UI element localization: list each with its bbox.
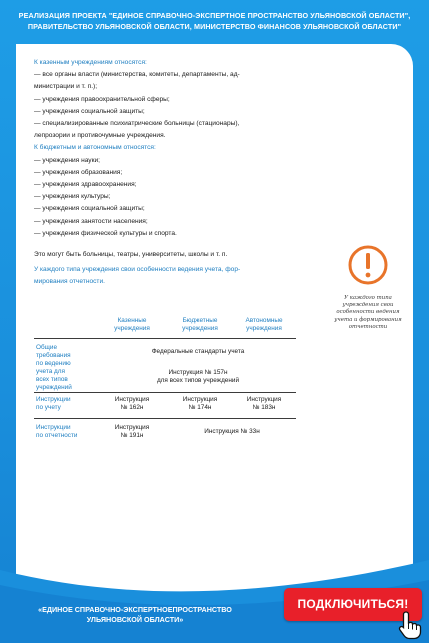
list-item: — учреждения культуры;: [34, 193, 111, 201]
header-line-1: РЕАЛИЗАЦИЯ ПРОЕКТА "ЕДИНОЕ СПРАВОЧНО-ЭКСПЕРТНОЕ ПРОСТРАНСТВО УЛЬЯНОВСКОЙ ОБЛАСТИ",: [18, 11, 411, 20]
instruction-157-cell: Инструкция № 157н для всех типов учреждений: [156, 369, 240, 384]
list-item: — учреждения физической культуры и спорта.: [34, 229, 177, 237]
specifics-line-2: мирования отчетности.: [34, 278, 105, 286]
side-note: У каждого типа учреждения свои особенности ведения учета и формирования отчетности: [334, 295, 402, 330]
budget-heading: К бюджетным и автономным относятся:: [34, 144, 156, 152]
header-kazennye: Казенные учреждения: [114, 317, 150, 332]
header-avtonomnye: Автономные учреждения: [245, 317, 283, 332]
fed-standards-cell: Федеральные стандарты учета: [151, 348, 245, 355]
list-item: — учреждения социальной защиты;: [34, 107, 145, 115]
exclamation-circle-icon: [347, 244, 389, 286]
pointing-hand-icon: [397, 610, 423, 640]
table-divider: [34, 392, 296, 393]
examples-text: Это могут быть больницы, театры, университеты, школы и т. п.: [34, 251, 228, 259]
list-item: — учреждения здравоохранения;: [34, 181, 137, 189]
instruction-191-cell: Инструкция № 191н: [114, 424, 150, 439]
header-line-2: ПРАВИТЕЛЬСТВО УЛЬЯНОВСКОЙ ОБЛАСТИ, МИНИСТЕРСТВО ФИНАНСОВ УЛЬЯНОВСКОЙ ОБЛАСТИ": [27, 22, 402, 31]
instruction-174-cell: Инструкция № 174н: [182, 396, 218, 411]
row-label-reporting: Инструкции по отчетности: [36, 424, 78, 439]
list-item: — специализированные психиатрические больницы (стационары),: [34, 120, 240, 128]
row-label-accounting: Инструкции по учету: [36, 396, 71, 411]
table-divider: [34, 338, 296, 339]
header-budget: Бюджетные учреждения: [182, 317, 218, 332]
list-item: лепрозории и противочумные учреждения.: [34, 132, 166, 140]
row-label-general: Общие требования по ведению учета для всех типов учреждений: [36, 344, 72, 391]
list-item: — учреждения образования;: [34, 168, 123, 176]
specifics-line-1: У каждого типа учреждения свои особенности ведения учета, фор-: [34, 266, 241, 274]
footer-title: «ЕДИНОЕ СПРАВОЧНО-ЭКСПЕРТНОЕПРОСТРАНСТВО УЛЬЯНОВСКОЙ ОБЛАСТИ»: [38, 605, 232, 624]
list-item: министрации и т. п.);: [34, 83, 98, 91]
document-content: [34, 57, 304, 289]
instruction-33-cell: Инструкция № 33н: [204, 428, 260, 435]
list-item: — учреждения правоохранительной сферы;: [34, 95, 170, 103]
list-item: — учреждения науки;: [34, 156, 101, 164]
list-item: — учреждения социальной защиты;: [34, 205, 145, 213]
instruction-183-cell: Инструкция № 183н: [246, 396, 282, 411]
list-item: — учреждения занятости населения;: [34, 217, 148, 225]
list-item: — все органы власти (министерства, комитеты, департаменты, ад-: [34, 71, 240, 79]
connect-button[interactable]: ПОДКЛЮЧИТЬСЯ!: [284, 588, 422, 621]
table-divider: [34, 418, 296, 419]
page-header: [0, 0, 429, 44]
kazennye-heading: К казенным учреждениям относятся:: [34, 59, 147, 66]
instruction-162-cell: Инструкция № 162н: [114, 396, 150, 411]
